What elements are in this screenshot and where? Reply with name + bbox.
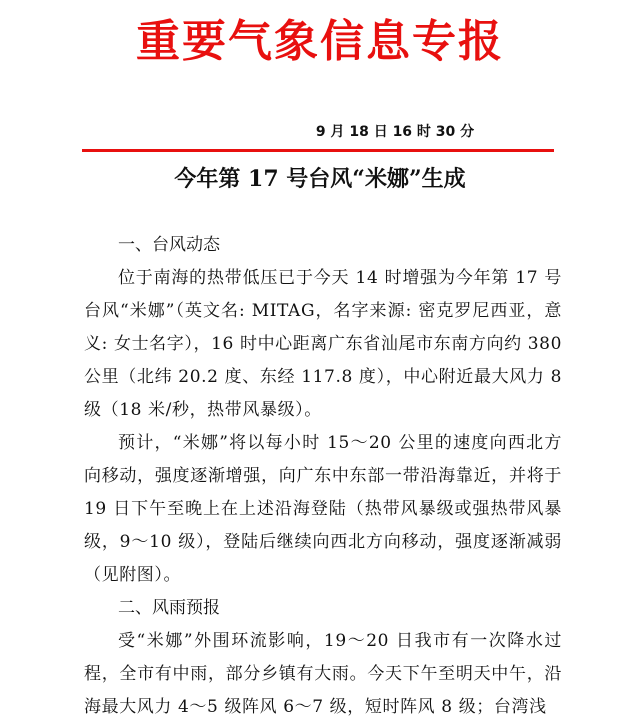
section-heading-typhoon: 一、台风动态 [118, 235, 220, 255]
paragraph-typhoon-forecast: 预计，“米娜”将以每小时 15～20 公里的速度向西北方向移动，强度逐渐增强，向广东中东部一带沿海靠近，并将于 19 日下午至晚上在上述沿海登陆（热带风暴级或强热带风暴级，9～10 级），登陆后继续向西北方向移动，强度逐渐减弱（见附图）。 [84, 433, 562, 585]
paragraph-wind-rain: 受“米娜”外围环流影响，19～20 日我市有一次降水过程，全市有中雨，部分乡镇有大雨。今天下午至明天中午，沿海最大风力 4～5 级阵风 6～7 级，短时阵风 8 级；台湾浅 [84, 631, 562, 717]
report-body [84, 229, 562, 724]
report-title: 重要气象信息专报 [136, 16, 504, 67]
red-divider [82, 149, 554, 152]
headline: 今年第 17 号台风“米娜”生成 [174, 166, 466, 192]
issue-time: 9 月 18 日 16 时 30 分 [315, 124, 475, 140]
paragraph-typhoon-status: 位于南海的热带低压已于今天 14 时增强为今年第 17 号台风“米娜”（英文名: MITAG，名字来源: 密克罗尼西亚，意义: 女士名字），16 时中心距离广东省汕尾市东南方向约 380 公里（北纬 20.2 度、东经 117.8 度），中心附近最大风力 8 级（18 米/秒，热带风暴级）。 [84, 268, 562, 420]
section-heading-wind-rain: 二、风雨预报 [118, 598, 220, 618]
